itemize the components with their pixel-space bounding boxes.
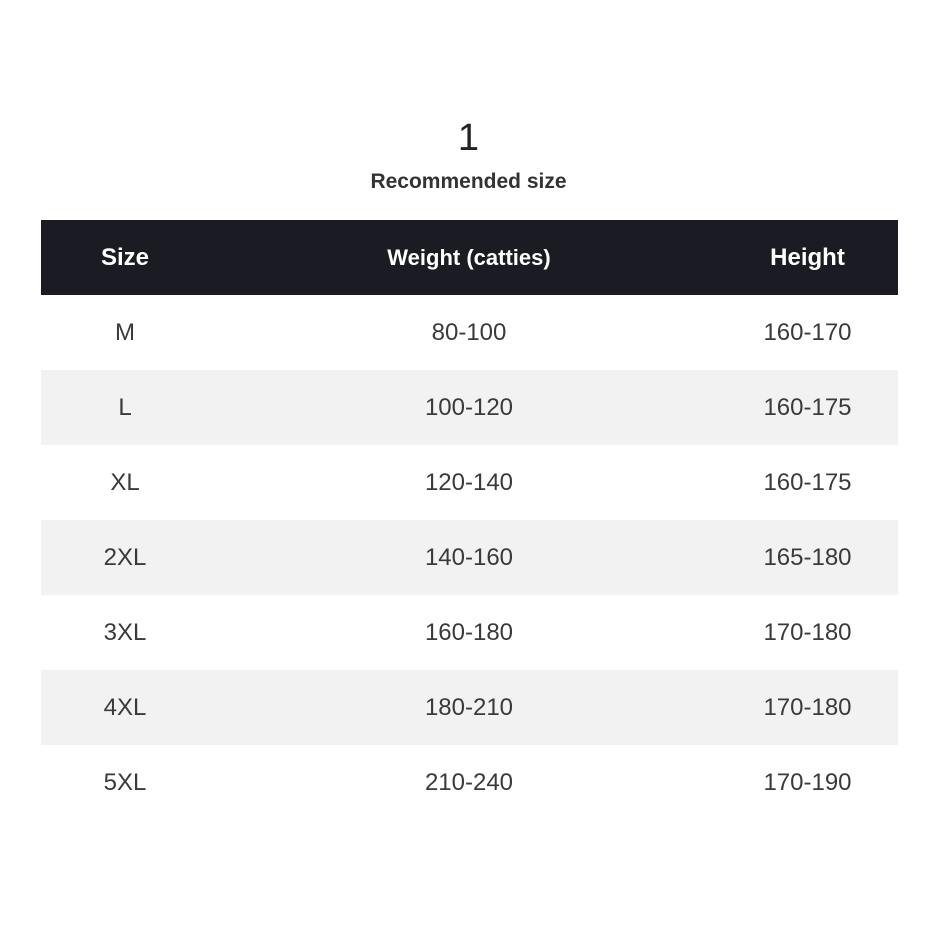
section-title: Recommended size bbox=[370, 170, 567, 193]
table-header-row bbox=[41, 220, 898, 295]
cell-size: L bbox=[118, 393, 132, 421]
cell-weight: 140-160 bbox=[424, 543, 514, 571]
header-height: Height bbox=[770, 243, 845, 271]
cell-size: 2XL bbox=[103, 543, 147, 571]
cell-weight: 100-120 bbox=[424, 393, 514, 421]
cell-weight: 180-210 bbox=[424, 693, 514, 721]
cell-height: 160-175 bbox=[763, 468, 852, 496]
cell-size: 4XL bbox=[103, 693, 147, 721]
cell-height: 165-180 bbox=[763, 543, 852, 571]
cell-size: XL bbox=[110, 468, 140, 496]
cell-weight: 210-240 bbox=[424, 768, 514, 796]
cell-size: M bbox=[115, 318, 135, 346]
cell-size: 3XL bbox=[103, 618, 147, 646]
table-row bbox=[41, 520, 898, 595]
cell-height: 170-190 bbox=[763, 768, 852, 796]
size-table bbox=[41, 220, 898, 820]
section-number: 1 bbox=[457, 117, 480, 159]
table-row bbox=[41, 295, 898, 370]
table-row bbox=[41, 670, 898, 745]
cell-weight: 80-100 bbox=[431, 318, 507, 346]
table-row bbox=[41, 595, 898, 670]
cell-weight: 120-140 bbox=[424, 468, 514, 496]
table-row bbox=[41, 445, 898, 520]
cell-height: 170-180 bbox=[763, 618, 852, 646]
table-row bbox=[41, 745, 898, 820]
cell-height: 160-170 bbox=[763, 318, 852, 346]
cell-size: 5XL bbox=[103, 768, 147, 796]
header-size: Size bbox=[100, 243, 150, 271]
cell-weight: 160-180 bbox=[424, 618, 514, 646]
header-weight: Weight (catties) bbox=[387, 244, 551, 270]
cell-height: 160-175 bbox=[763, 393, 852, 421]
table-row bbox=[41, 370, 898, 445]
cell-height: 170-180 bbox=[763, 693, 852, 721]
